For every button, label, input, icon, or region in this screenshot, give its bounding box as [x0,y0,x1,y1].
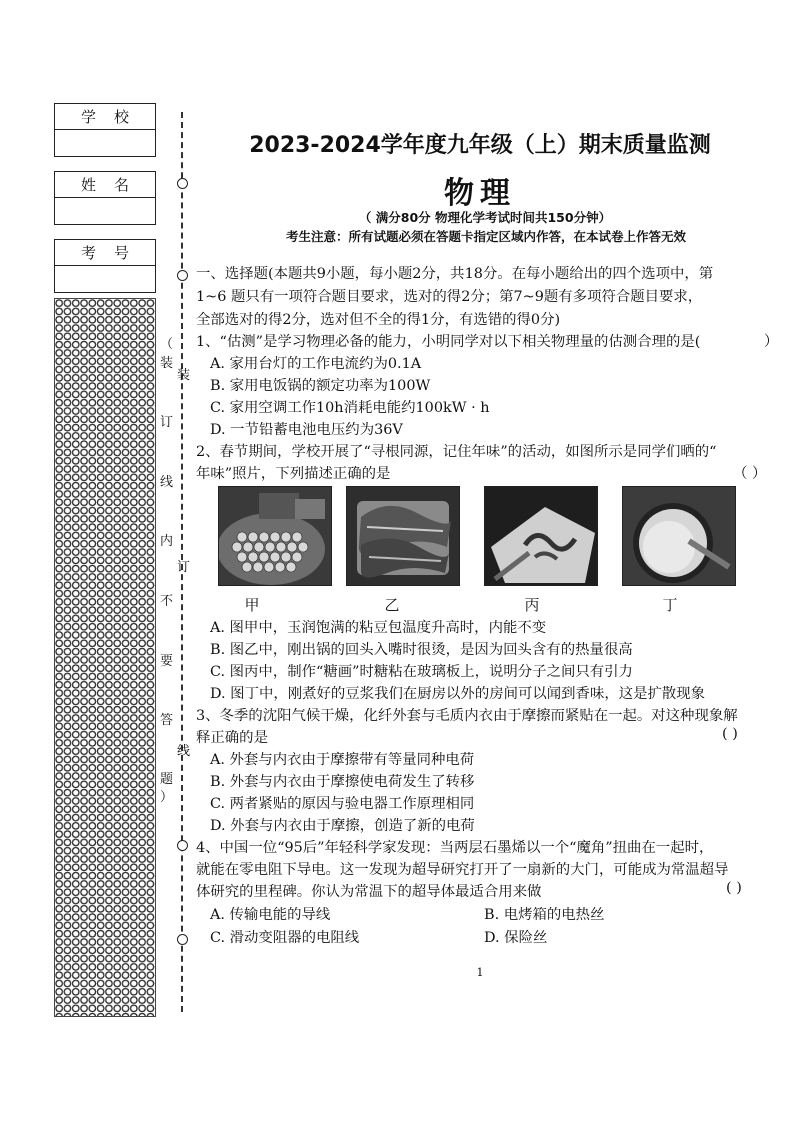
name-label: 姓名 [55,172,155,198]
question-1-option-c: C. 家用空调工作10h消耗电能约100kW · h [210,400,490,416]
binding-line-char: 装 [177,368,191,383]
pan-food-image [347,487,459,585]
binding-line-char: 线 [177,744,191,759]
question-2-option-b: B. 图乙中，刚出锅的回头入嘴时很烫，是因为回头含有的热量很高 [210,642,633,658]
question-1-stem: 1、“估测”是学习物理必备的能力，小明同学对以下相关物理量的估测合理的是( [196,334,701,350]
soy-milk-image [623,487,735,585]
exam-number-blank[interactable] [55,266,155,292]
binding-hole [177,840,188,851]
exam-number-label: 考号 [55,240,155,266]
binding-note-char: 要 [160,654,174,669]
photo-caption-bing: 丙 [524,596,540,614]
section-instruction-line: 一、选择题(本题共9小题，每小题2分，共18分。在每小题给出的四个选项中，第 [196,266,714,282]
exam-title: 2023-2024学年度九年级（上）期末质量监测 [249,133,711,158]
photo-caption-yi: 乙 [384,596,400,614]
binding-note-char: ） [160,790,174,805]
section-instruction-line: 1~6 题只有一项符合题目要求，选对的得2分；第7~9题有多项符合题目要求， [196,289,703,305]
name-field[interactable] [54,171,156,225]
binding-line-char: 订 [177,560,191,575]
question-4-option-d: D. 保险丝 [484,930,548,946]
exam-number-field[interactable] [54,239,156,293]
photo-caption-ding: 丁 [662,596,678,614]
photo-caption-jia: 甲 [244,596,260,614]
school-blank[interactable] [55,130,155,156]
question-4-answer-bracket[interactable]: ( ) [726,880,742,896]
page-number: 1 [476,966,484,979]
subject-title: 物理 [444,176,516,211]
question-2-option-d: D. 图丁中，刚煮好的豆浆我们在厨房以外的房间可以闻到香味，这是扩散现象 [210,686,706,702]
section-instruction-line: 全部选对的得2分，选对但不全的得1分，有选错的得0分) [196,312,561,328]
photo-ding-soy-milk [622,486,736,586]
photo-bing-sugar-painting [484,486,598,586]
name-blank[interactable] [55,198,155,224]
question-2-option-a: A. 图甲中，玉润饱满的粘豆包温度升高时，内能不变 [210,620,547,636]
binding-note-char: （ [160,337,174,352]
binding-hole [177,178,188,189]
question-1-option-b: B. 家用电饭锅的额定功率为100W [210,378,431,394]
question-3-option-a: A. 外套与内衣由于摩擦带有等量同种电荷 [210,752,475,768]
photo-yi-pan-food [346,486,460,586]
sugar-painting-image [485,487,597,585]
binding-note-char: 线 [160,475,174,490]
school-label: 学校 [55,104,155,130]
question-3-option-b: B. 外套与内衣由于摩擦使电荷发生了转移 [210,774,475,790]
question-3-option-c: C. 两者紧贴的原因与验电器工作原理相同 [210,796,475,812]
question-4-stem: 4、中国一位“95后”年轻科学家发现：当两层石墨烯以一个“魔角”扭曲在一起时， [196,840,714,856]
question-2-answer-bracket[interactable]: （ ） [733,466,767,482]
question-3-answer-bracket[interactable]: ( ) [722,726,738,742]
question-3-option-d: D. 外套与内衣由于摩擦，创造了新的电荷 [210,818,475,834]
binding-note-char: 装 [160,356,174,371]
score-info: （ 满分80分 物理化学考试时间共150分钟） [358,210,612,225]
binding-note-char: 答 [160,713,174,728]
question-4-option-a: A. 传输电能的导线 [210,907,331,923]
question-4-stem-cont: 体研究的里程碑。你认为常温下的超导体最适合用来做 [196,884,542,900]
question-4-option-b: B. 电烤箱的电热丝 [484,907,605,923]
school-field[interactable] [54,103,156,157]
question-2-stem: 2、春节期间，学校开展了“寻根同源，记住年味”的活动，如图所示是同学们晒的“ [196,444,717,460]
binding-note-char: 不 [160,594,174,609]
question-3-stem: 3、冬季的沈阳气候干燥，化纤外套与毛质内衣由于摩擦而紧贴在一起。对这种现象解 [196,708,738,724]
buns-tray-image [219,487,331,585]
question-4-option-c: C. 滑动变阻器的电阻线 [210,930,360,946]
binding-note-char: 题 [160,772,174,787]
question-1-option-a: A. 家用台灯的工作电流约为0.1A [210,356,422,372]
binding-note-char: 订 [160,415,174,430]
exam-number-bubble-grid[interactable] [54,298,156,1017]
photo-jia-sticky-buns [218,486,332,586]
binding-hole [177,270,188,281]
exam-notice: 考生注意：所有试题必须在答题卡指定区域内作答，在本试卷上作答无效 [285,229,686,244]
question-4-stem-cont: 就能在零电阻下导电。这一发现为超导研究打开了一扇新的大门，可能成为常温超导 [196,862,729,878]
binding-note-char: 内 [160,534,174,549]
question-1-option-d: D. 一节铅蓄电池电压约为36V [210,422,403,438]
question-2-stem-cont: 年味”照片，下列描述正确的是 [196,466,391,482]
question-3-stem-cont: 释正确的是 [196,730,268,746]
question-2-option-c: C. 图丙中，制作“糖画”时糖粘在玻璃板上，说明分子之间只有引力 [210,664,633,680]
question-1-answer-bracket[interactable]: ） [764,334,779,350]
binding-hole [177,934,188,945]
